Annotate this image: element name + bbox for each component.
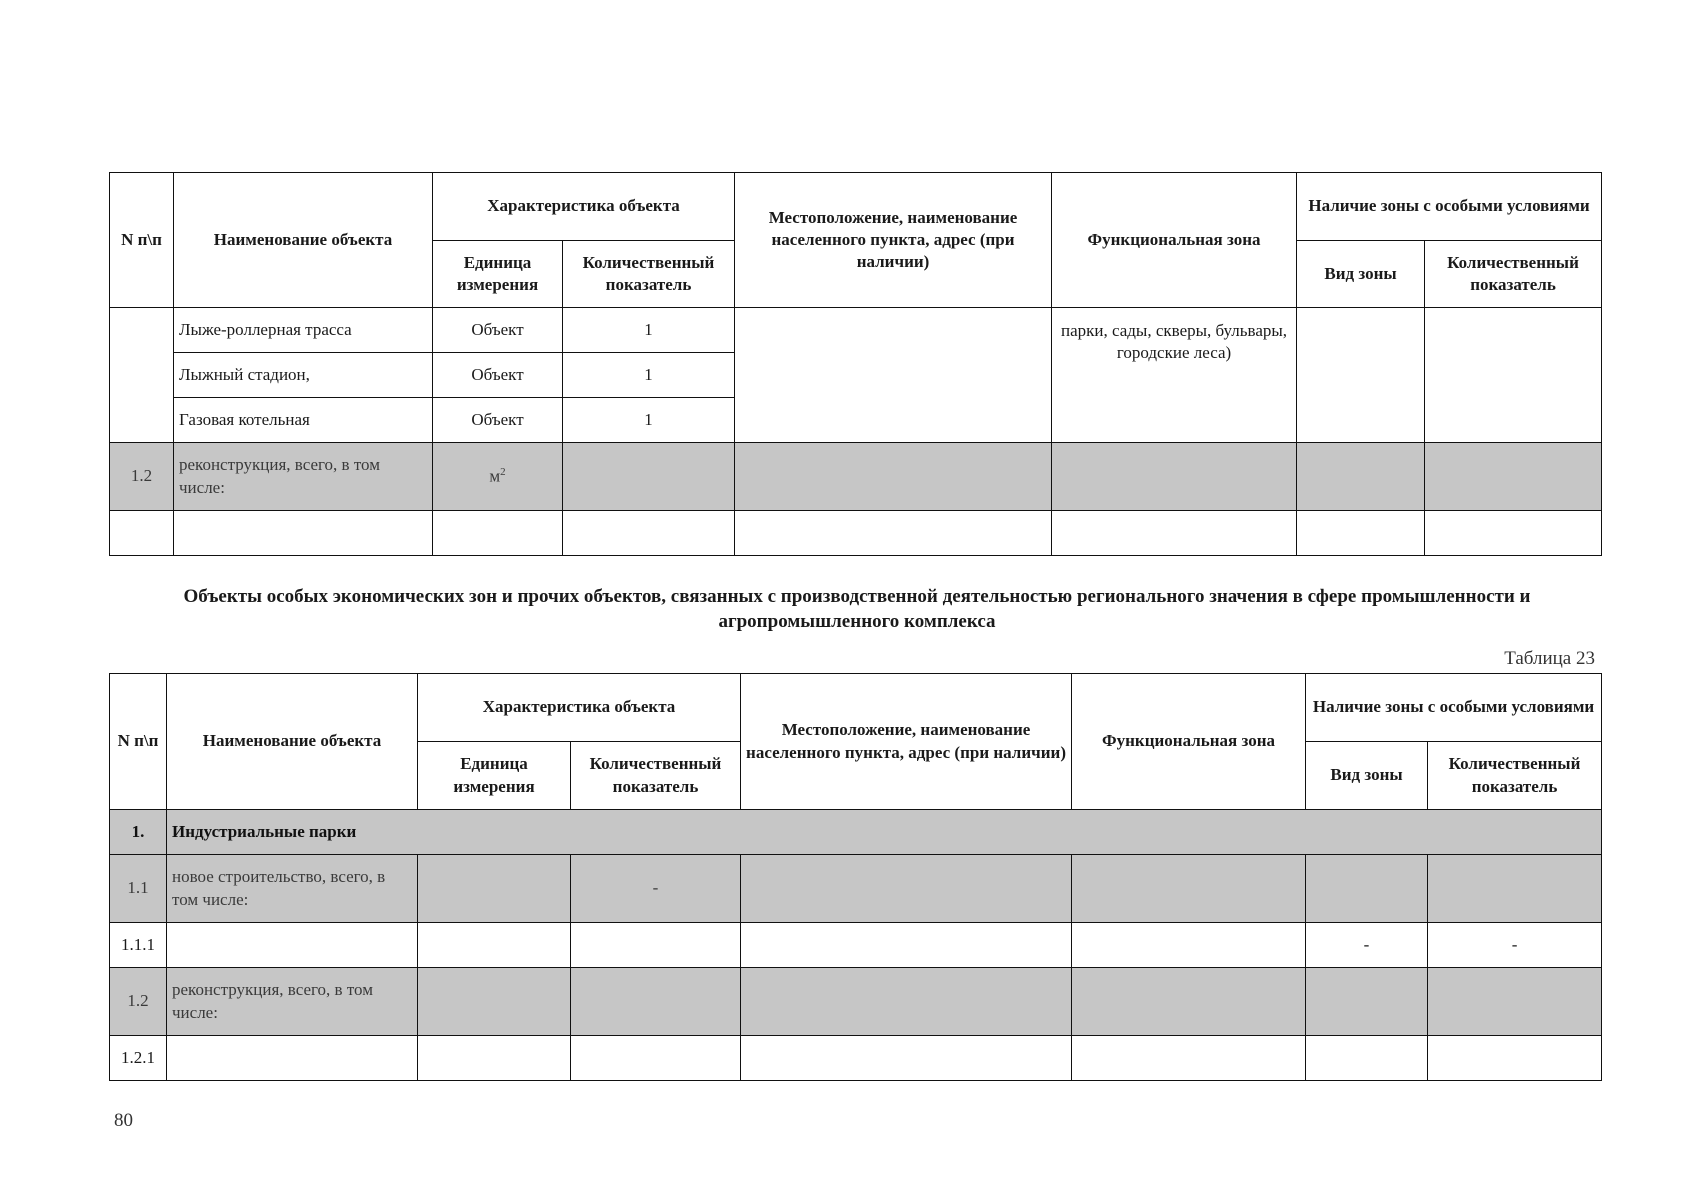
object-name: [167, 1036, 418, 1081]
zone-quantity-cell: -: [1428, 923, 1602, 968]
row-number: 1.1: [110, 855, 167, 923]
header-location: Местоположение, наименование населенного пункта, адрес (при наличии): [735, 173, 1052, 308]
header-name: Наименование объекта: [167, 674, 418, 810]
header-special-zone: Наличие зоны с особыми условиями: [1297, 173, 1602, 241]
table-row: [110, 968, 1602, 1036]
object-name: реконструкция, всего, в том числе:: [174, 443, 433, 511]
unit-cell: Объект: [433, 308, 563, 353]
empty-cell: [563, 511, 735, 556]
table-row: [110, 1036, 1602, 1081]
zone-type-cell: [1297, 443, 1425, 511]
section-heading: Объекты особых экономических зон и прочих объектов, связанных с производственной деятельностью регионального значения в сфере промышленности и агропромышленного комплекса: [183, 586, 1531, 633]
header-zone-quantity: Количественный показатель: [1428, 742, 1602, 810]
unit-cell: [418, 968, 571, 1036]
object-name: новое строительство, всего, в том числе:: [167, 855, 418, 923]
unit-cell: [418, 855, 571, 923]
zone-quantity-cell: [1425, 443, 1602, 511]
zone-quantity-cell: [1428, 1036, 1602, 1081]
func-zone-cell: [1072, 968, 1306, 1036]
section-number: 1.: [110, 810, 167, 855]
row-number: 1.1.1: [110, 923, 167, 968]
unit-superscript: 2: [500, 466, 506, 479]
func-zone-cell: [1052, 443, 1297, 511]
header-zone-type: Вид зоны: [1306, 742, 1428, 810]
table-1: [109, 172, 1602, 556]
object-name: Газовая котельная: [174, 398, 433, 443]
section-row: [110, 810, 1602, 855]
unit-cell: Объект: [433, 353, 563, 398]
header-num: N п\п: [110, 173, 174, 308]
section-title: Индустриальные парки: [167, 810, 1602, 855]
zone-quantity-cell: [1425, 308, 1602, 443]
quantity-cell: [563, 443, 735, 511]
header-func-zone: Функциональная зона: [1052, 173, 1297, 308]
unit-cell: [418, 923, 571, 968]
quantity-cell: [571, 923, 741, 968]
location-cell: [741, 968, 1072, 1036]
object-name: Лыже-роллерная трасса: [174, 308, 433, 353]
func-zone-cell: [1072, 1036, 1306, 1081]
header-characteristic: Характеристика объекта: [418, 674, 741, 742]
table-row: [110, 855, 1602, 923]
location-cell: [741, 923, 1072, 968]
header-quantity: Количественный показатель: [571, 742, 741, 810]
empty-cell: [433, 511, 563, 556]
table-row: [110, 923, 1602, 968]
table-row: [110, 443, 1602, 511]
table-number: Таблица 23: [1504, 648, 1595, 669]
row-number: 1.2: [110, 968, 167, 1036]
quantity-cell: 1: [563, 398, 735, 443]
unit-cell: [418, 1036, 571, 1081]
location-cell: [741, 855, 1072, 923]
header-name: Наименование объекта: [174, 173, 433, 308]
location-cell: [735, 308, 1052, 443]
empty-cell: [735, 511, 1052, 556]
zone-type-cell: [1306, 855, 1428, 923]
empty-cell: [1052, 511, 1297, 556]
func-zone-cell: парки, сады, скверы, бульвары, городские леса): [1052, 308, 1297, 443]
unit-cell: [433, 443, 563, 511]
table-2: [109, 673, 1602, 1081]
header-unit: Единица измерения: [418, 742, 571, 810]
func-zone-cell: [1072, 923, 1306, 968]
header-characteristic: Характеристика объекта: [433, 173, 735, 241]
table-row: [110, 511, 1602, 556]
func-zone-cell: [1072, 855, 1306, 923]
location-cell: [735, 443, 1052, 511]
unit-cell: Объект: [433, 398, 563, 443]
empty-cell: [1297, 511, 1425, 556]
page-number: 80: [114, 1110, 133, 1131]
header-num: N п\п: [110, 674, 167, 810]
header-quantity: Количественный показатель: [563, 241, 735, 308]
row-number: 1.2.1: [110, 1036, 167, 1081]
header-unit: Единица измерения: [433, 241, 563, 308]
quantity-cell: [571, 968, 741, 1036]
quantity-cell: -: [571, 855, 741, 923]
quantity-cell: 1: [563, 353, 735, 398]
header-func-zone: Функциональная зона: [1072, 674, 1306, 810]
zone-quantity-cell: [1428, 968, 1602, 1036]
quantity-cell: [571, 1036, 741, 1081]
header-special-zone: Наличие зоны с особыми условиями: [1306, 674, 1602, 742]
object-name: реконструкция, всего, в том числе:: [167, 968, 418, 1036]
empty-cell: [1425, 511, 1602, 556]
num-cell: [110, 308, 174, 443]
zone-type-cell: -: [1306, 923, 1428, 968]
zone-type-cell: [1306, 968, 1428, 1036]
row-number: 1.2: [110, 443, 174, 511]
table-row: [110, 308, 1602, 353]
zone-type-cell: [1297, 308, 1425, 443]
location-cell: [741, 1036, 1072, 1081]
header-zone-type: Вид зоны: [1297, 241, 1425, 308]
object-name: Лыжный стадион,: [174, 353, 433, 398]
zone-quantity-cell: [1428, 855, 1602, 923]
header-location: Местоположение, наименование населенного пункта, адрес (при наличии): [741, 674, 1072, 810]
object-name: [167, 923, 418, 968]
empty-cell: [110, 511, 174, 556]
zone-type-cell: [1306, 1036, 1428, 1081]
empty-cell: [174, 511, 433, 556]
unit-text: м: [489, 466, 501, 486]
header-zone-quantity: Количественный показатель: [1425, 241, 1602, 308]
quantity-cell: 1: [563, 308, 735, 353]
